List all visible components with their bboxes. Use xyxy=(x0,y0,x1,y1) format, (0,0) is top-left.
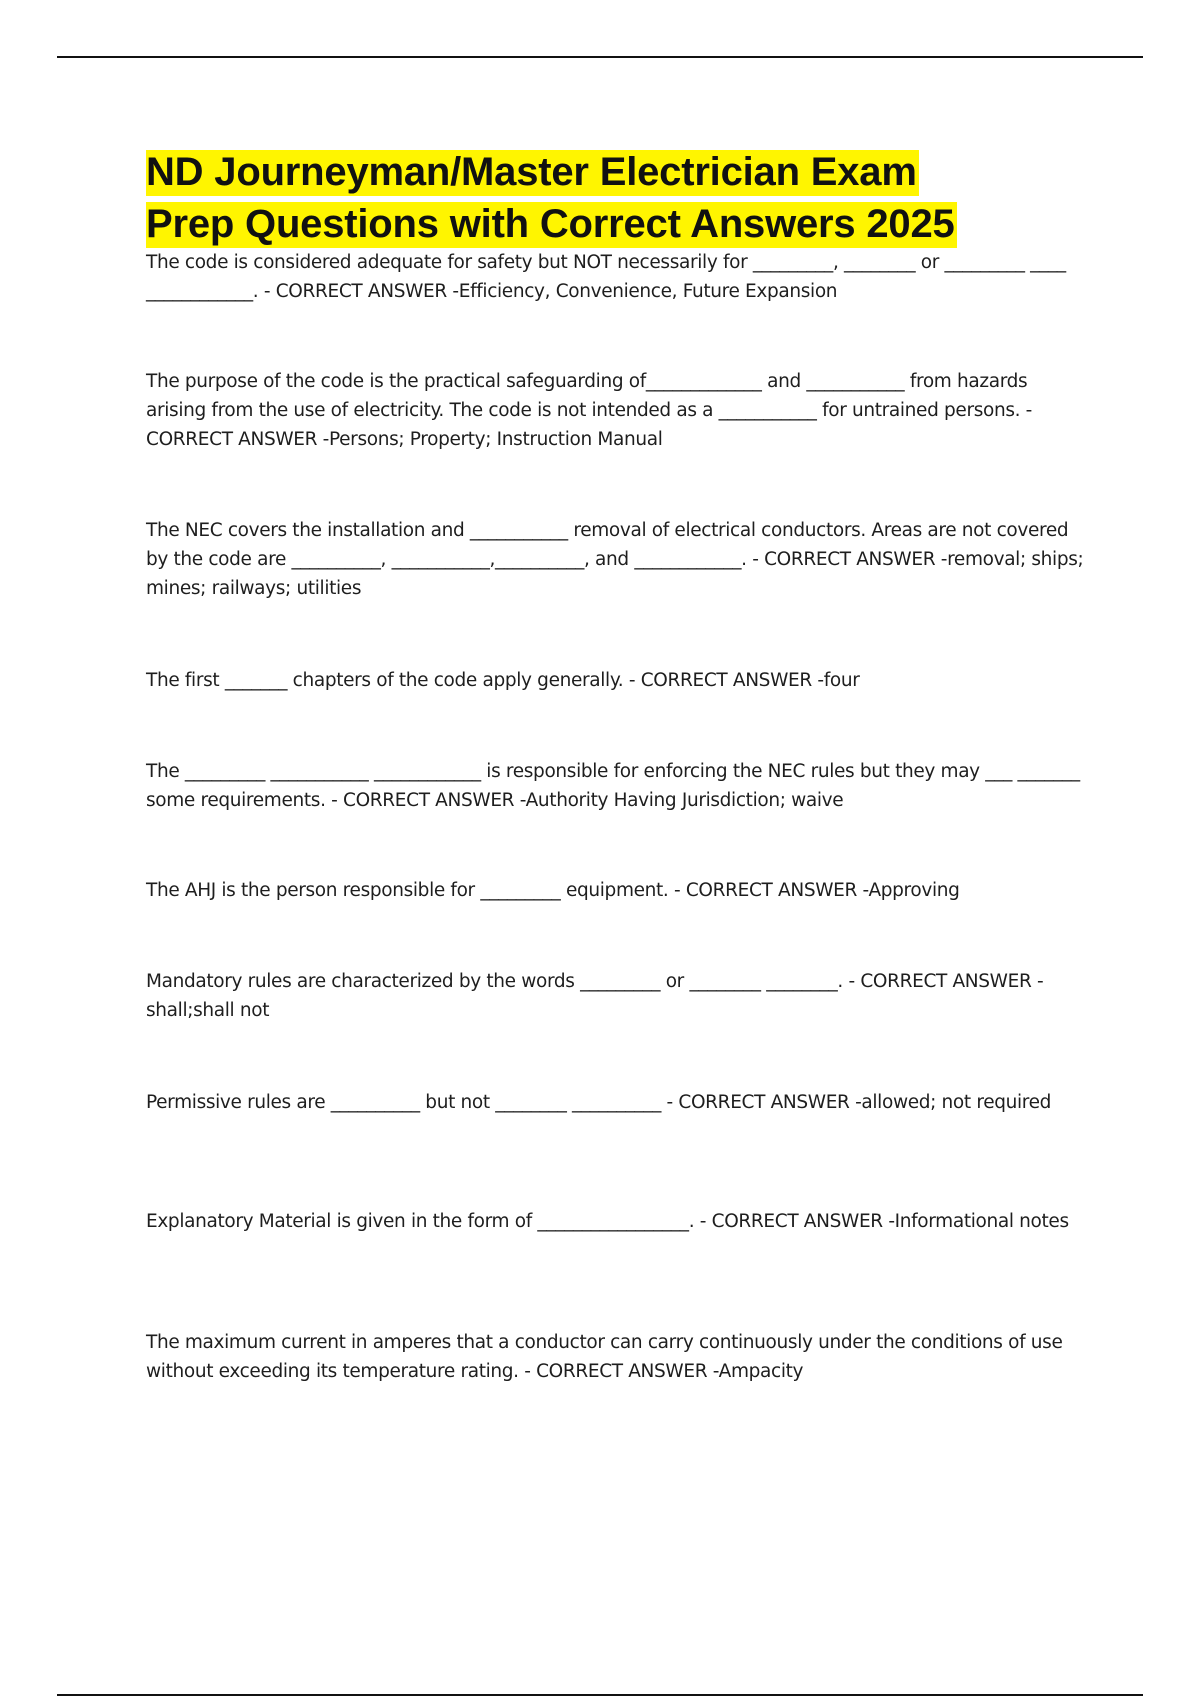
qa-item-10 xyxy=(146,1328,1092,1386)
top-rule xyxy=(57,56,1143,58)
document-title xyxy=(146,146,1106,250)
qa-item-4 xyxy=(146,666,1092,695)
answer-text: - CORRECT ANSWER -Ampacity xyxy=(518,1361,804,1382)
answer-text: - CORRECT ANSWER -shall;shall not xyxy=(146,971,1044,1021)
title-line-1: ND Journeyman/Master Electrician Exam xyxy=(146,150,917,194)
bottom-rule xyxy=(57,1694,1143,1696)
question-text: The purpose of the code is the practical safeguarding of_____________ and ___________ from hazards arising from the use of electricity. The code is not intended as a ___________ for untrained persons. xyxy=(146,371,1028,421)
question-text: Mandatory rules are characterized by the words _________ or ________ ________. xyxy=(146,971,843,992)
answer-text: - CORRECT ANSWER -Efficiency, Convenience, Future Expansion xyxy=(258,281,838,302)
answer-text: - CORRECT ANSWER -Persons; Property; Instruction Manual xyxy=(146,400,1033,450)
qa-item-3 xyxy=(146,516,1092,603)
question-text: The code is considered adequate for safety but NOT necessarily for _________, ________ or _________ ____ ____________. xyxy=(146,252,1066,302)
title-line-2: Prep Questions with Correct Answers 2025 xyxy=(146,202,955,246)
question-text: The _________ ___________ ____________ is responsible for enforcing the NEC rules but they may ___ _______ some requirements. xyxy=(146,761,1080,811)
qa-item-7 xyxy=(146,967,1092,1025)
answer-text: - CORRECT ANSWER -Approving xyxy=(668,880,960,901)
question-text: The NEC covers the installation and ___________ removal of electrical conductors. Areas are not covered by the code are __________, ___________,__________, and ____________. xyxy=(146,520,1069,570)
question-text: The AHJ is the person responsible for _________ equipment. xyxy=(146,880,669,901)
qa-item-8 xyxy=(146,1088,1092,1117)
answer-text: - CORRECT ANSWER -four xyxy=(623,670,860,691)
answer-text: - CORRECT ANSWER -Authority Having Jurisdiction; waive xyxy=(325,790,844,811)
question-text: The first _______ chapters of the code apply generally. xyxy=(146,670,624,691)
qa-item-5 xyxy=(146,757,1092,815)
answer-text: - CORRECT ANSWER -removal; ships; mines; railways; utilities xyxy=(146,549,1084,599)
question-text: Permissive rules are __________ but not ________ __________ xyxy=(146,1092,662,1113)
qa-item-9 xyxy=(146,1207,1092,1236)
question-text: The maximum current in amperes that a conductor can carry continuously under the conditions of use without exceeding its temperature rating. xyxy=(146,1332,1063,1382)
qa-item-2 xyxy=(146,367,1092,454)
answer-text: - CORRECT ANSWER -allowed; not required xyxy=(661,1092,1052,1113)
answer-text: - CORRECT ANSWER -Informational notes xyxy=(694,1211,1069,1232)
qa-item-6 xyxy=(146,876,1092,905)
question-text: Explanatory Material is given in the form of _________________. xyxy=(146,1211,695,1232)
qa-item-1 xyxy=(146,248,1092,306)
